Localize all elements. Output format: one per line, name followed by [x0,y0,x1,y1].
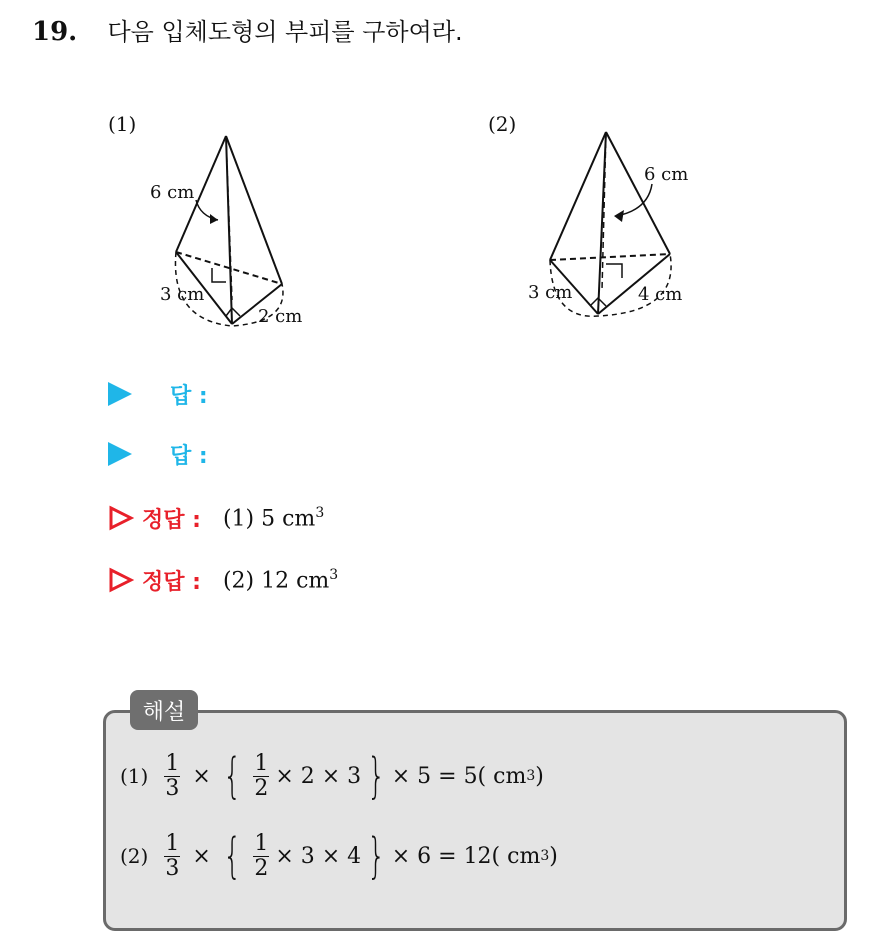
figure-2-side-b-label: 4 cm [638,284,683,305]
correct-value: (2) 12 $cm^3$ [222,566,339,594]
correct-row-2 [108,562,338,598]
figure-2-side-a-label: 3 cm [528,282,573,303]
play-arrow-icon [108,442,132,466]
answer-row-1 [108,376,208,412]
figure-1-side-b-label: 2 cm [258,306,303,327]
outline-arrow-icon [108,505,134,531]
play-arrow-icon [108,382,132,406]
solution-line-1: (1) $\frac{1}{3}$ × { $\frac{1}{2}$ × 2 × 3 } × 5 = 5( cm 3 ) [120,748,544,804]
figure-1-label: (1) [108,112,137,136]
solution-tab: 해설 [130,690,198,730]
answer-label: 답 : [170,443,208,469]
question-text: 다음 입체도형의 부피를 구하여라. [107,18,463,46]
figure-1-slant-label: 6 cm [150,182,195,203]
outline-arrow-icon [108,567,134,593]
figure-2-slant-label: 6 cm [644,164,689,185]
correct-row-1 [108,500,324,536]
solution-box [103,710,847,931]
question-number: 19. [32,17,78,47]
figure-2-label: (2) [488,112,517,136]
figure-1-side-a-label: 3 cm [160,284,205,305]
answer-row-2 [108,436,208,472]
solution-line-2: (2) $\frac{1}{3}$ × { $\frac{1}{2}$ × 3 × 4 } × 6 = 12( cm 3 ) [120,828,558,884]
correct-value: (1) 5 $cm^3$ [222,504,325,532]
correct-label: 정답 : [142,507,201,533]
answer-label: 답 : [170,383,208,409]
correct-label: 정답 : [142,569,201,595]
figure-2-pyramid [0,0,884,340]
